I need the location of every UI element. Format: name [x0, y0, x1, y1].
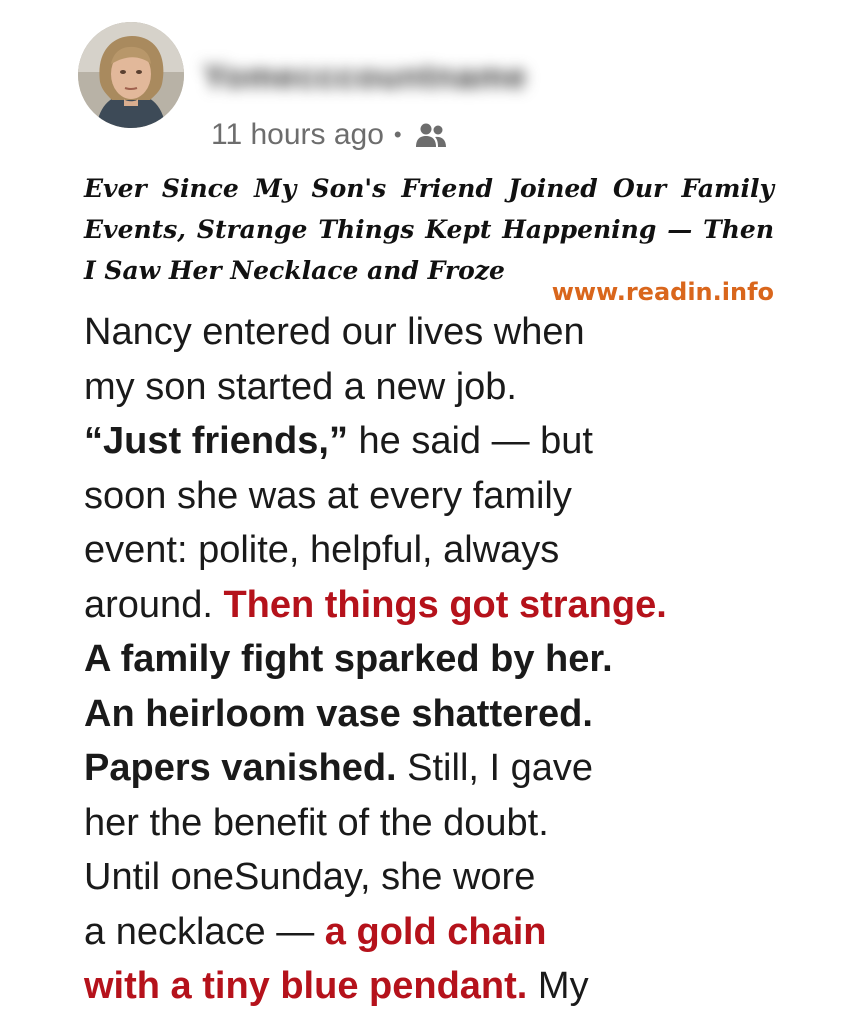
author-name[interactable]: Yomecccountname [203, 58, 528, 96]
story-text-segment: a necklace — [84, 910, 325, 953]
profile-photo-icon [78, 22, 184, 128]
story-text-segment: he said — but [347, 420, 593, 462]
story-line: my son started a new job. [84, 365, 517, 408]
story-line [84, 905, 804, 960]
author-avatar[interactable] [78, 22, 184, 128]
story-line: soon she was at every family [84, 474, 572, 517]
article-headline[interactable]: Ever Since My Son's Friend Joined Our Family Events, Strange Things Kept Happening — Then I Saw Her Necklace and Froze [84, 174, 774, 285]
quote-emphasis: “Just friends,” [84, 420, 348, 462]
story-line [84, 414, 804, 469]
story-line: Until oneSunday, she wore [84, 856, 536, 898]
post-header [78, 22, 778, 162]
story-line: her the benefit of the doubt. [84, 801, 549, 844]
story-text-segment: Still, I gave [396, 747, 594, 789]
story-text-segment: around. [84, 583, 224, 626]
friends-icon[interactable] [414, 121, 448, 149]
story-line [84, 578, 804, 633]
story-line: event: polite, helpful, always [84, 529, 560, 571]
source-link[interactable]: www.readin.info [551, 278, 774, 306]
story-line-bold: An heirloom vase shattered. [84, 692, 593, 735]
story-line [84, 959, 804, 1014]
post-meta [211, 118, 448, 152]
bold-emphasis: Papers vanished. [84, 747, 397, 789]
story-text [84, 305, 804, 1014]
red-highlight: a gold chain [324, 910, 547, 953]
story-line [84, 741, 804, 796]
story-text-segment: My [527, 965, 589, 1007]
red-highlight: Then things got strange. [223, 583, 667, 626]
red-highlight: with a tiny blue pendant. [84, 965, 528, 1007]
story-line-bold: A family fight sparked by her. [84, 638, 613, 680]
post-timestamp[interactable]: 11 hours ago [211, 118, 384, 151]
story-line: Nancy entered our lives when [84, 311, 585, 353]
meta-separator: • [393, 122, 402, 147]
